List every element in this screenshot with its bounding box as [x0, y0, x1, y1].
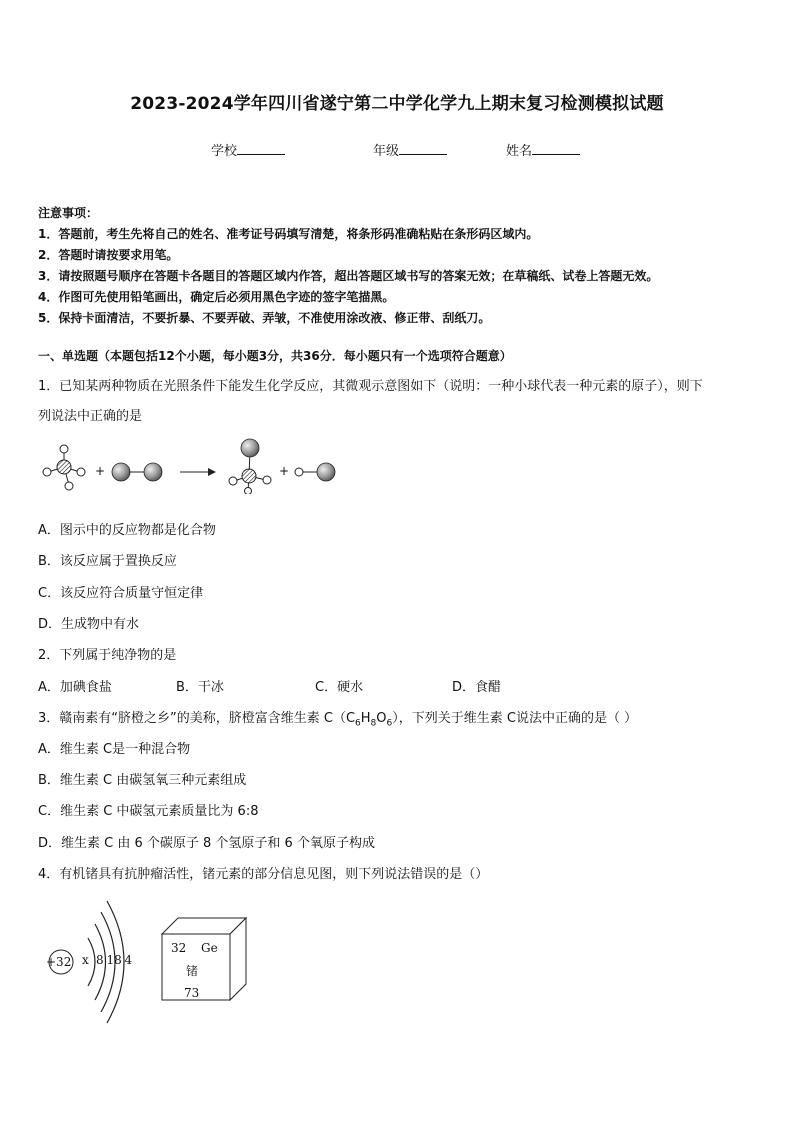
q2-option-c: C．硬水: [315, 680, 364, 695]
reaction-diagram: [36, 436, 356, 494]
name-label: 姓名: [506, 144, 533, 159]
school-label: 学校: [211, 144, 238, 159]
formula-part: O: [376, 711, 387, 726]
grade-label: 年级: [373, 144, 400, 159]
grade-blank: [399, 142, 447, 155]
q2-option-b: B．干冰: [176, 680, 224, 695]
q1-option-d: D．生成物中有水: [38, 617, 140, 632]
note-item: 1．答题前，考生先将自己的姓名、准考证号码填写清楚，将条形码准确粘贴在条形码区域内。: [38, 227, 539, 241]
note-item: 3．请按照题号顺序在答题卡各题目的答题区域内作答，超出答题区域书写的答案无效；在草稿纸、试卷上答题无效。: [38, 269, 659, 283]
q2-option-d: D．食醋: [452, 680, 502, 695]
reactant-molecule-2: [112, 463, 162, 481]
page-title: 2023-2024学年四川省遂宁第二中学化学九上期末复习检测模拟试题: [130, 94, 664, 114]
element-name: 锗: [186, 964, 199, 978]
product-molecule-1: [229, 439, 271, 494]
plus-sign: +: [279, 464, 290, 478]
atomic-mass: 73: [184, 986, 200, 1000]
shell-electrons: 8 18 4: [96, 953, 133, 967]
formula-subscript: 6: [386, 718, 393, 729]
q1-option-a: A．图示中的反应物都是化合物: [38, 523, 216, 538]
q3-option-d: D．维生素 C 由 6 个碳原子 8 个氢原子和 6 个氧原子构成: [38, 836, 375, 851]
q3-stem: [38, 707, 637, 729]
element-cell-cube: [158, 914, 250, 1002]
formula-subscript: 8: [370, 718, 377, 729]
formula-subscript: 6: [355, 718, 361, 729]
element-symbol: Ge: [201, 941, 218, 955]
school-blank: [237, 142, 285, 155]
product-molecule-2: [295, 463, 335, 481]
q1-option-c: C．该反应符合质量守恒定律: [38, 586, 204, 601]
note-item: 5．保持卡面清洁，不要折暴、不要弄破、弄皱，不准使用涂改液、修正带、刮纸刀。: [38, 311, 491, 325]
q3-option-a: A．维生素 C是一种混合物: [38, 742, 191, 757]
q1-stem-line2: 列说法中正确的是: [38, 409, 143, 424]
name-field: [506, 140, 580, 159]
q3-stem-a: 3．赣南素有“脐橙之乡”的美称，脐橙富含维生素 C（C: [38, 711, 356, 726]
q1-option-b: B．该反应属于置换反应: [38, 554, 177, 569]
q4-stem: 4．有机锗具有抗肿瘤活性，锗元素的部分信息见图，则下列说法错误的是（）: [38, 867, 489, 882]
nucleus-charge: +32: [46, 955, 72, 969]
school-field: [211, 140, 285, 159]
name-blank: [532, 142, 580, 155]
q3-option-c: C．维生素 C 中碳氢元素质量比为 6:8: [38, 804, 259, 819]
notes-title: 注意事项：: [38, 206, 99, 220]
section-heading: 一、单选题（本题包括12个小题，每小题3分，共36分．每小题只有一个选项符合题意）: [38, 349, 512, 363]
shell-x: x: [82, 953, 89, 967]
q3-stem-b: ），下列关于维生素 C说法中正确的是（ ）: [392, 711, 638, 726]
formula-part: H: [360, 711, 371, 726]
plus-sign: +: [95, 464, 106, 478]
q3-option-b: B．维生素 C 由碳氢氧三种元素组成: [38, 773, 247, 788]
q2-stem: 2．下列属于纯净物的是: [38, 648, 177, 663]
reactant-molecule-1: [43, 445, 85, 490]
q1-stem-line1: 1．已知某两种物质在光照条件下能发生化学反应，其微观示意图如下（说明：一种小球代表一种元素的原子），则下: [38, 379, 703, 394]
atomic-number: 32: [171, 941, 187, 955]
q2-option-a: A．加碘食盐: [38, 680, 112, 695]
note-item: 4．作图可先使用铅笔画出，确定后必须用黑色字迹的签字笔描黑。: [38, 290, 395, 304]
note-item: 2．答题时请按要求用笔。: [38, 248, 179, 262]
grade-field: [373, 140, 447, 159]
reaction-arrow-icon: [180, 468, 216, 476]
